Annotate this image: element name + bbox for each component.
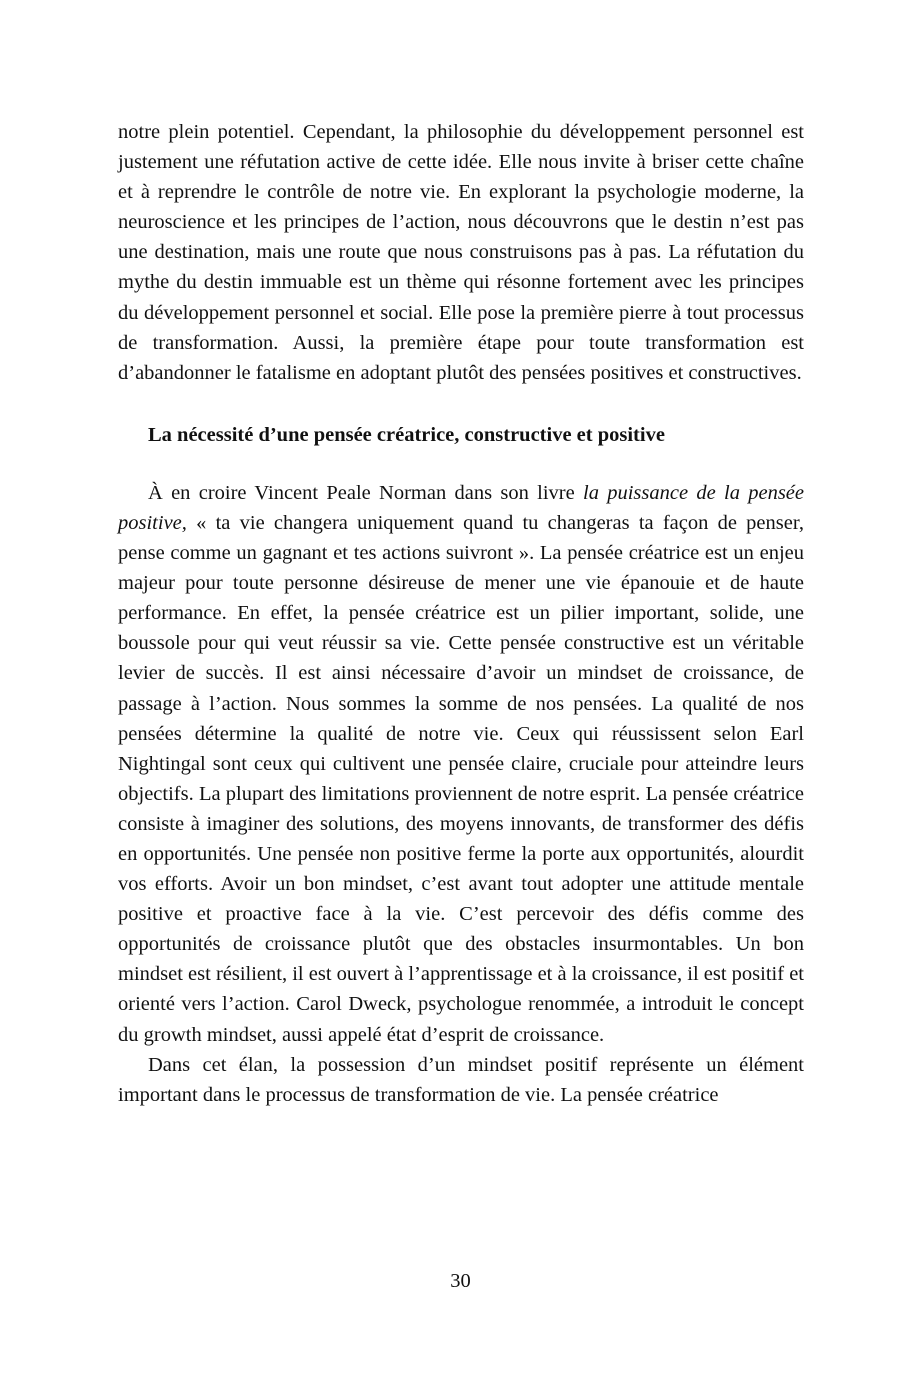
paragraph-text: « ta vie changera uniquement quand tu changeras ta façon de penser, pense comme un gagnant et tes actions suivront ». La pensée créatrice est un enjeu majeur pour toute personne désireuse de mener une vie épanouie et de haute performance. En effet, la pensée créatrice est un pilier important, solide, une boussole pour qui veut réussir sa vie. Cette pensée constructive est un véritable levier de succès. Il est ainsi nécessaire d’avoir un mindset de croissance, de passage à l’action. Nous sommes la somme de nos pensées. La qualité de nos pensées détermine la qualité de notre vie. Ceux qui réussissent selon Earl Nightingal sont ceux qui cultivent une pensée claire, cruciale pour atteindre leurs objectifs. La plupart des limitations proviennent de notre esprit. La pensée créatrice consiste à imaginer des solutions, des moyens innovants, de transformer des défis en opportunités. Une pensée non positive ferme la porte aux opportunités, alourdit vos efforts. Avoir un bon mindset, c’est avant tout adopter une attitude mentale positive et proactive face à la vie. C’est percevoir des défis comme des opportunités de croissance plutôt que des obstacles insurmontables. Un bon mindset est résilient, il est ouvert à l’apprentissage et à la croissance, il est positif et orienté vers l’action. Carol Dweck, psychologue renommée, a introduit le concept du growth mindset, aussi appelé état d’esprit de croissance. <box>118 511 804 1046</box>
body-paragraph: Dans cet élan, la possession d’un mindset positif représente un élément important dans le processus de transformation de vie. La pensée créatrice <box>118 1053 804 1106</box>
paragraph-text: À en croire Vincent Peale Norman dans son livre <box>148 481 583 504</box>
book-title: la puissance de la pensée positive, <box>118 481 804 534</box>
body-paragraph <box>118 478 804 1050</box>
page-number: 30 <box>450 1270 471 1292</box>
page-body <box>118 117 804 1110</box>
body-paragraph: notre plein potentiel. Cependant, la philosophie du développement personnel est justement une réfutation active de cette idée. Elle nous invite à briser cette chaîne et à reprendre le contrôle de notre vie. En explorant la psychologie moderne, la neuroscience et les principes de l’action, nous découvrons que le destin n’est pas une destination, mais une route que nous construisons pas à pas. La réfutation du mythe du destin immuable est un thème qui résonne fortement avec les principes du développement personnel et social. Elle pose la première pierre à tout processus de transformation. Aussi, la première étape pour toute transformation est d’abandonner le fatalisme en adoptant plutôt des pensées positives et constructives. <box>118 121 804 384</box>
section-heading: La nécessité d’une pensée créatrice, constructive et positive <box>148 423 665 446</box>
